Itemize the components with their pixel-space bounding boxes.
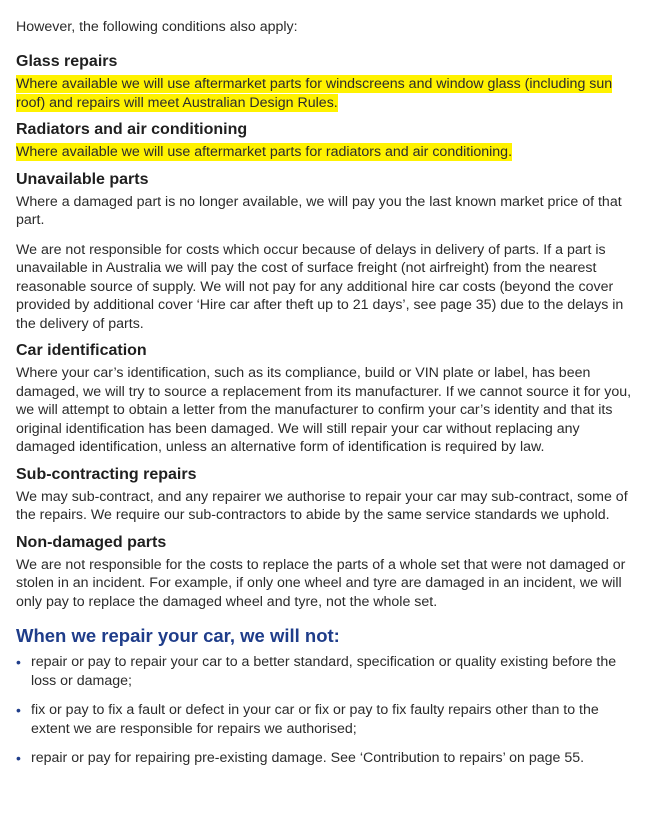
list-item (16, 653, 636, 690)
list-item-text: fix or pay to fix a fault or defect in your car or fix or pay to fix faulty repairs other than to the extent we are responsible for repairs we authorised; (31, 702, 599, 737)
section-heading: Non-damaged parts (16, 533, 167, 551)
highlighted-text: Where available we will use aftermarket parts for windscreens and window glass (including sun roof) and repairs will meet Australian Design Rules. (16, 76, 613, 111)
list-item (16, 701, 636, 738)
section-sub-contracting (16, 465, 636, 525)
exclusions-heading: When we repair your car, we will not: (16, 625, 340, 646)
section-paragraph (16, 143, 636, 162)
section-radiators (16, 120, 636, 162)
document-page (16, 18, 636, 779)
section-non-damaged-parts (16, 533, 636, 612)
section-paragraph: We may sub-contract, and any repairer we authorise to repair your car may sub-contract, some of the repairs. We require our sub-contractors to abide by the same service standards we uphold. (16, 488, 628, 523)
section-heading: Car identification (16, 342, 147, 359)
section-car-identification (16, 341, 636, 457)
section-paragraph: We are not responsible for the costs to replace the parts of a whole set that were not damaged or stolen in an incident. For example, if only one wheel and tyre are damaged in an incident, we will only pay to replace the damaged wheel and tyre, not the whole set. (16, 556, 626, 610)
intro-text: However, the following conditions also apply: (16, 19, 298, 35)
section-heading: Glass repairs (16, 53, 118, 70)
section-heading: Sub-contracting repairs (16, 465, 197, 483)
list-item (16, 749, 636, 768)
list-item-text: repair or pay to repair your car to a better standard, specification or quality existing before the loss or damage; (31, 654, 617, 689)
exclusions-list (16, 653, 636, 768)
section-unavailable-parts (16, 170, 636, 334)
section-heading: Unavailable parts (16, 170, 149, 188)
bullet-icon: • (16, 750, 21, 766)
bullet-icon: • (16, 654, 21, 670)
section-paragraph: Where a damaged part is no longer available, we will pay you the last known market price of that part. (16, 193, 622, 228)
section-paragraph: Where your car’s identification, such as its compliance, build or VIN plate or label, has been damaged, we will try to source a replacement from its manufacturer. If we cannot source it for you, we will attempt to obtain a letter from the manufacturer to confirm your car’s identity and that its original identification has been damaged. We will still repair your car without replacing any damaged identification, unless an alternative form of identification is required by law. (16, 365, 632, 455)
bullet-icon: • (16, 702, 21, 718)
section-heading: Radiators and air conditioning (16, 121, 248, 138)
section-glass-repairs (16, 52, 636, 112)
section-paragraph (16, 75, 636, 112)
highlighted-text: Where available we will use aftermarket parts for radiators and air conditioning. (16, 144, 513, 160)
list-item-text: repair or pay for repairing pre-existing damage. See ‘Contribution to repairs’ on page 55. (31, 750, 585, 766)
section-paragraph: We are not responsible for costs which occur because of delays in delivery of parts. If a part is unavailable in Australia we will pay the cost of surface freight (not airfreight) from the nearest reasonable source of supply. We will not pay for any additional hire car costs (beyond the cover provided by additional cover ‘Hire car after theft up to 21 days’, see page 35) due to the delays in the delivery of parts. (16, 241, 624, 332)
